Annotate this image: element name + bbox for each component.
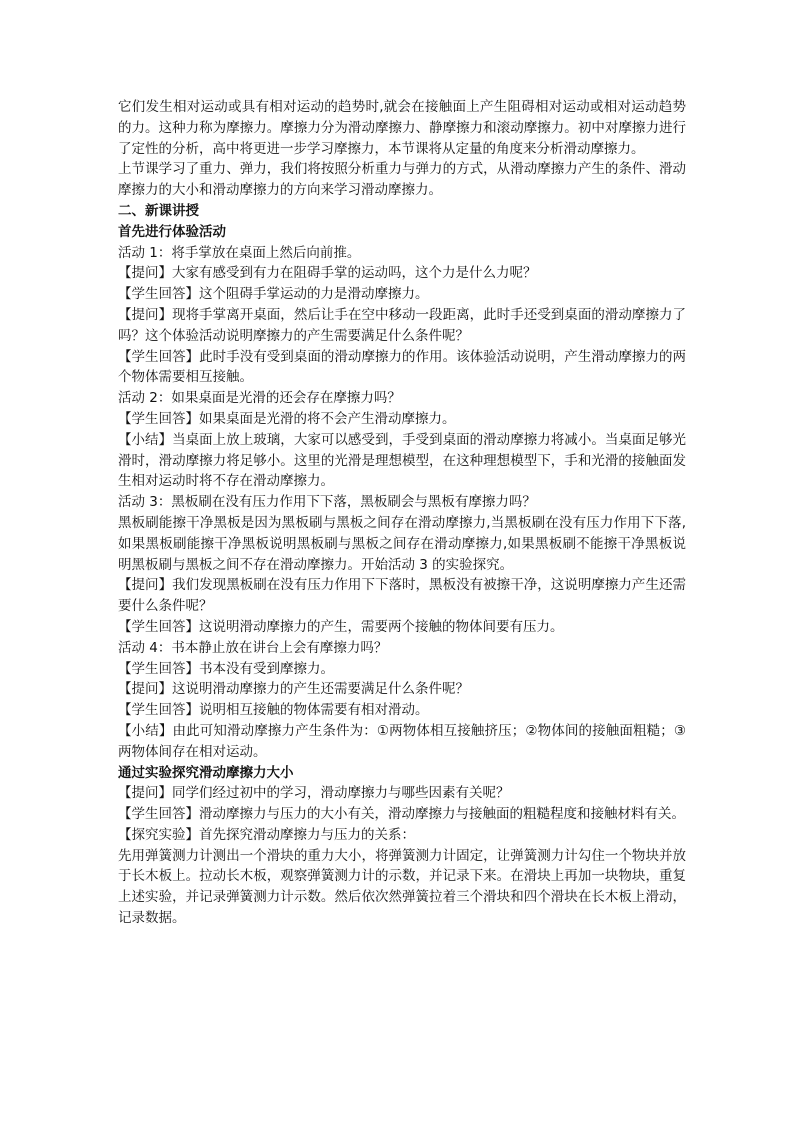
paragraph-activity-4: 活动 4：书本静止放在讲台上会有摩擦力吗？ <box>118 639 388 656</box>
paragraph-answer-2: 【学生回答】此时手没有受到桌面的滑动摩擦力的作用。该体验活动说明，产生滑动摩擦力的两个物体需要相互接触。 <box>118 348 686 386</box>
paragraph-summary-1: 【小结】当桌面上放上玻璃，大家可以感受到，手受到桌面的滑动摩擦力将减小。当桌面足够光滑时，滑动摩擦力将足够小。这里的光滑是理想模型，在这种理想模型下，手和光滑的接触面发生相对运动时将不存在滑动摩擦力。 <box>118 431 686 490</box>
paragraph-answer-5: 【学生回答】书本没有受到摩擦力。 <box>118 660 334 677</box>
document-body <box>118 97 686 929</box>
paragraph-activity-3: 活动 3：黑板刷在没有压力作用下下落，黑板刷会与黑板有摩擦力吗？ <box>118 494 536 511</box>
paragraph-intro-friction: 它们发生相对运动或具有相对运动的趋势时,就会在接触面上产生阻碍相对运动或相对运动趋势的力。这种力称为摩擦力。摩擦力分为滑动摩擦力、静摩擦力和滚动摩擦力。初中对摩擦力进行了定性的分析，高中将更进一步学习摩擦力，本节课将从定量的角度来分析滑动摩擦力。 <box>118 99 686 157</box>
paragraph-answer-3: 【学生回答】如果桌面是光滑的将不会产生滑动摩擦力。 <box>118 410 456 427</box>
paragraph-blackboard-explanation: 黑板刷能擦干净黑板是因为黑板刷与黑板之间存在滑动摩擦力,当黑板刷在没有压力作用下下落,如果黑板刷能擦干净黑板说明黑板刷与黑板之间存在滑动摩擦力,如果黑板刷不能擦干净黑板说明黑板刷与黑板之间不存在滑动摩擦力。开始活动 3 的实验探究。 <box>118 514 686 573</box>
paragraph-question-2: 【提问】现将手掌离开桌面，然后让手在空中移动一段距离，此时手还受到桌面的滑动摩擦力了吗？这个体验活动说明摩擦力的产生需要满足什么条件呢？ <box>118 306 686 344</box>
paragraph-answer-7: 【学生回答】滑动摩擦力与压力的大小有关，滑动摩擦力与接触面的粗糙程度和接触材料有关。 <box>118 806 685 823</box>
subheading-explore-friction-magnitude: 通过实验探究滑动摩擦力大小 <box>118 764 294 781</box>
paragraph-question-1: 【提问】大家有感受到有力在阻碍手掌的运动吗，这个力是什么力呢？ <box>118 265 537 282</box>
paragraph-question-4: 【提问】这说明滑动摩擦力的产生还需要满足什么条件呢？ <box>118 681 469 698</box>
paragraph-question-3: 【提问】我们发现黑板刷在没有压力作用下下落时，黑板没有被擦干净，这说明摩擦力产生还需要什么条件呢？ <box>118 577 686 615</box>
subheading-experience-activity: 首先进行体验活动 <box>118 223 226 240</box>
section-heading-new-lesson: 二、新课讲授 <box>118 202 199 219</box>
paragraph-answer-4: 【学生回答】这说明滑动摩擦力的产生，需要两个接触的物体间要有压力。 <box>118 618 564 635</box>
paragraph-question-5: 【提问】同学们经过初中的学习，滑动摩擦力与哪些因素有关呢？ <box>118 785 510 802</box>
paragraph-answer-6: 【学生回答】说明相互接触的物体需要有相对滑动。 <box>118 702 429 719</box>
paragraph-review: 上节课学习了重力、弹力，我们将按照分析重力与弹力的方式，从滑动摩擦力产生的条件、滑动摩擦力的大小和滑动摩擦力的方向来学习滑动摩擦力。 <box>118 161 686 199</box>
paragraph-activity-2: 活动 2：如果桌面是光滑的还会存在摩擦力吗？ <box>118 390 401 407</box>
paragraph-activity-1: 活动 1：将手掌放在桌面上然后向前推。 <box>118 244 361 261</box>
paragraph-summary-2: 【小结】由此可知滑动摩擦力产生条件为：①两物体相互接触挤压；②物体间的接触面粗糙；③两物体间存在相对运动。 <box>118 722 686 760</box>
paragraph-experiment-procedure: 先用弹簧测力计测出一个滑块的重力大小，将弹簧测力计固定，让弹簧测力计勾住一个物块并放于长木板上。拉动长木板，观察弹簧测力计的示数，并记录下来。在滑块上再加一块物块，重复上述实验，并记录弹簧测力计示数。然后依次然弹簧拉着三个滑块和四个滑块在长木板上滑动，记录数据。 <box>118 847 686 927</box>
paragraph-experiment-intro: 【探究实验】首先探究滑动摩擦力与压力的关系： <box>118 826 415 843</box>
paragraph-answer-1: 【学生回答】这个阻碍手掌运动的力是滑动摩擦力。 <box>118 286 429 303</box>
